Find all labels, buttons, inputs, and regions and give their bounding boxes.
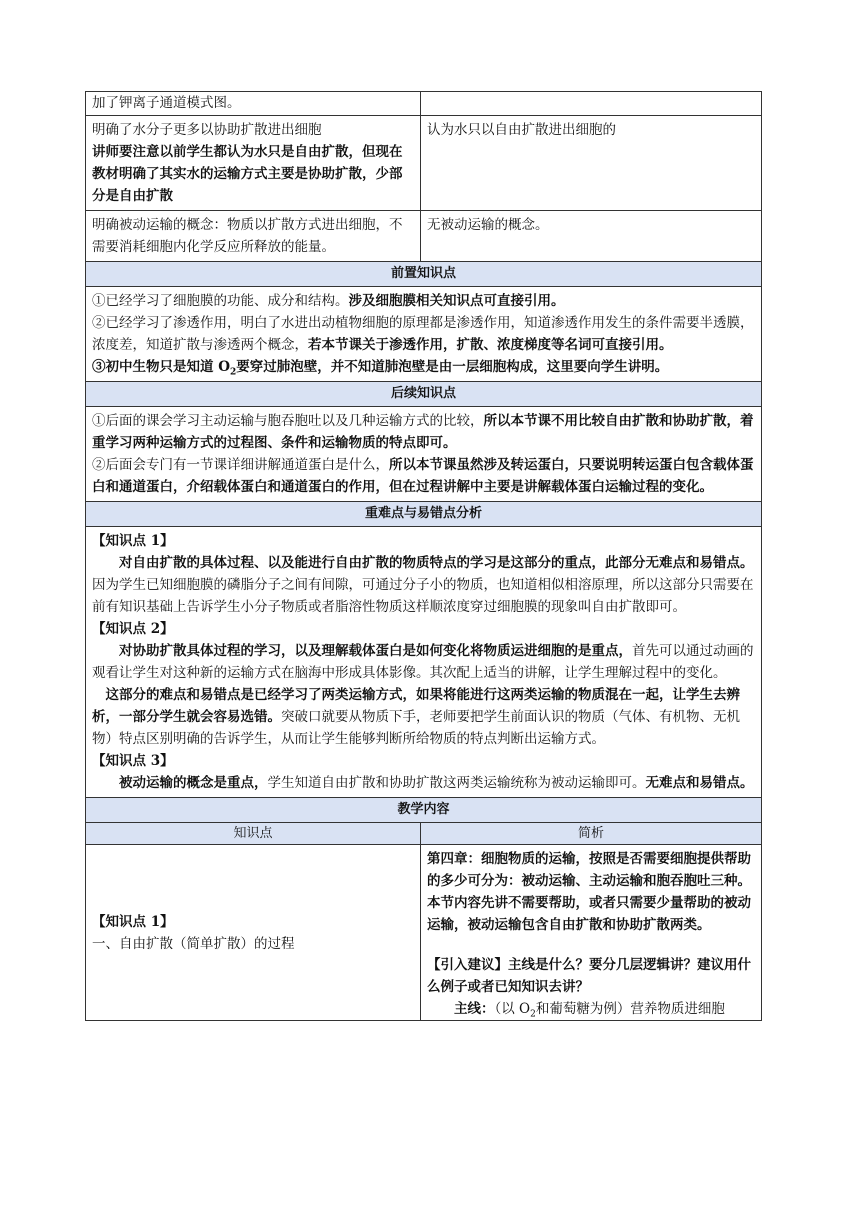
knowledge-point-3-text: 被动运输的概念是重点，学生知道自由扩散和协助扩散这两类运输统称为被动运输即可。无难点和易错点。: [119, 775, 754, 791]
intro-suggestion: 【引入建议】主线是什么？要分几层逻辑讲？建议用什么例子或者已知知识去讲？: [427, 957, 751, 995]
follow-knowledge-cell: [86, 407, 762, 502]
comparison-new-cell: [86, 116, 421, 211]
column-header-analysis: 简析: [421, 823, 762, 845]
section-header-prior: 前置知识点: [86, 262, 762, 287]
knowledge-point-2-difficulty: 这部分的难点和易错点是已经学习了两类运输方式，如果将能进行这两类运输的物质混在一起，让学生去辨析，一部分学生就会容易选错。突破口就要从物质下手，老师要把学生前面认识的物质（气体、有机物、无机物）特点区别明确的告诉学生，从而让学生能够判断所给物质的特点判断出运输方式。: [92, 687, 740, 747]
comparison-text: 明确了水分子更多以协助扩散进出细胞: [92, 122, 322, 138]
teacher-note: 讲师要注意以前学生都认为水只是自由扩散，但现在教材明确了其实水的运输方式主要是协助扩散，少部分是自由扩散: [92, 144, 403, 204]
analysis-cell: [86, 527, 762, 798]
column-header-knowledge: 知识点: [86, 823, 421, 845]
content-knowledge-cell: [86, 845, 421, 1021]
comparison-text: 认为水只以自由扩散进出细胞的: [427, 122, 616, 138]
knowledge-point-2-text: 对协助扩散具体过程的学习，以及理解载体蛋白是如何变化将物质运进细胞的是重点，首先可以通过动画的观看让学生对这种新的运输方式在脑海中形成具体影像。其次配上适当的讲解，让学生理解过程中的变化。: [92, 643, 754, 681]
content-analysis-cell: [421, 845, 762, 1021]
document-page: [85, 91, 761, 1021]
prior-knowledge-cell: [86, 287, 762, 382]
section-header-follow: 后续知识点: [86, 382, 762, 407]
comparison-old-cell: [421, 92, 762, 116]
comparison-new-cell: [86, 92, 421, 116]
comparison-row: [86, 92, 762, 116]
knowledge-point-2-label: 【知识点 2】: [92, 621, 174, 637]
prior-item-1: ①已经学习了细胞膜的功能、成分和结构。涉及细胞膜相关知识点可直接引用。: [92, 293, 565, 309]
prior-item-3: ③初中生物只是知道 $O_2$要穿过肺泡壁，并不知道肺泡壁是由一层细胞构成，这里要向学生讲明。: [92, 359, 669, 378]
knowledge-point-1-text: 对自由扩散的具体过程、以及能进行自由扩散的物质特点的学习是这部分的重点，此部分无难点和易错点。因为学生已知细胞膜的磷脂分子之间有间隙，可通过分子小的物质，也知道相似相溶原理，所以这部分只需要在前有知识基础上告诉学生小分子物质或者脂溶性物质这样顺浓度穿过细胞膜的现象叫自由扩散即可。: [92, 555, 754, 615]
comparison-text: 无被动运输的概念。: [427, 217, 549, 233]
comparison-row: [86, 211, 762, 262]
comparison-row: [86, 116, 762, 211]
main-line: 主线：（以 $O_2$和葡萄糖为例）营养物质进细胞: [454, 1001, 725, 1020]
content-knowledge-point-text: 一、自由扩散（简单扩散）的过程: [92, 935, 295, 952]
section-intro: 本节内容先讲不需要帮助，或者只需要少量帮助的被动运输，被动运输包含自由扩散和协助扩散两类。: [427, 895, 751, 933]
knowledge-point-3-label: 【知识点 3】: [92, 753, 174, 769]
chapter-intro: 第四章：细胞物质的运输，按照是否需要细胞提供帮助的多少可分为：被动运输、主动运输和胞吞胞吐三种。: [427, 851, 751, 889]
prior-item-2: ②已经学习了渗透作用，明白了水进出动植物细胞的原理都是渗透作用，知道渗透作用发生的条件需要半透膜，浓度差，知道扩散与渗透两个概念，若本节课关于渗透作用，扩散、浓度梯度等名词可直接引用。: [92, 315, 754, 353]
lesson-plan-table: [85, 91, 762, 1021]
content-knowledge-point-label: 【知识点 1】: [92, 913, 174, 930]
section-header-content: 教学内容: [86, 798, 762, 823]
comparison-old-cell: [421, 116, 762, 211]
section-header-analysis: 重难点与易错点分析: [86, 502, 762, 527]
comparison-old-cell: [421, 211, 762, 262]
comparison-new-cell: [86, 211, 421, 262]
follow-item-2: ②后面会专门有一节课详细讲解通道蛋白是什么，所以本节课虽然涉及转运蛋白，只要说明转运蛋白包含载体蛋白和通道蛋白，介绍载体蛋白和通道蛋白的作用，但在过程讲解中主要是讲解载体蛋白运输过程的变化。: [92, 457, 754, 495]
follow-item-1: ①后面的课会学习主动运输与胞吞胞吐以及几种运输方式的比较，所以本节课不用比较自由扩散和协助扩散，着重学习两种运输方式的过程图、条件和运输物质的特点即可。: [92, 413, 754, 451]
comparison-text: 加了钾离子通道模式图。: [92, 95, 241, 111]
knowledge-point-1-label: 【知识点 1】: [92, 533, 174, 549]
comparison-text: 明确被动运输的概念：物质以扩散方式进出细胞，不需要消耗细胞内化学反应所释放的能量。: [92, 217, 403, 255]
